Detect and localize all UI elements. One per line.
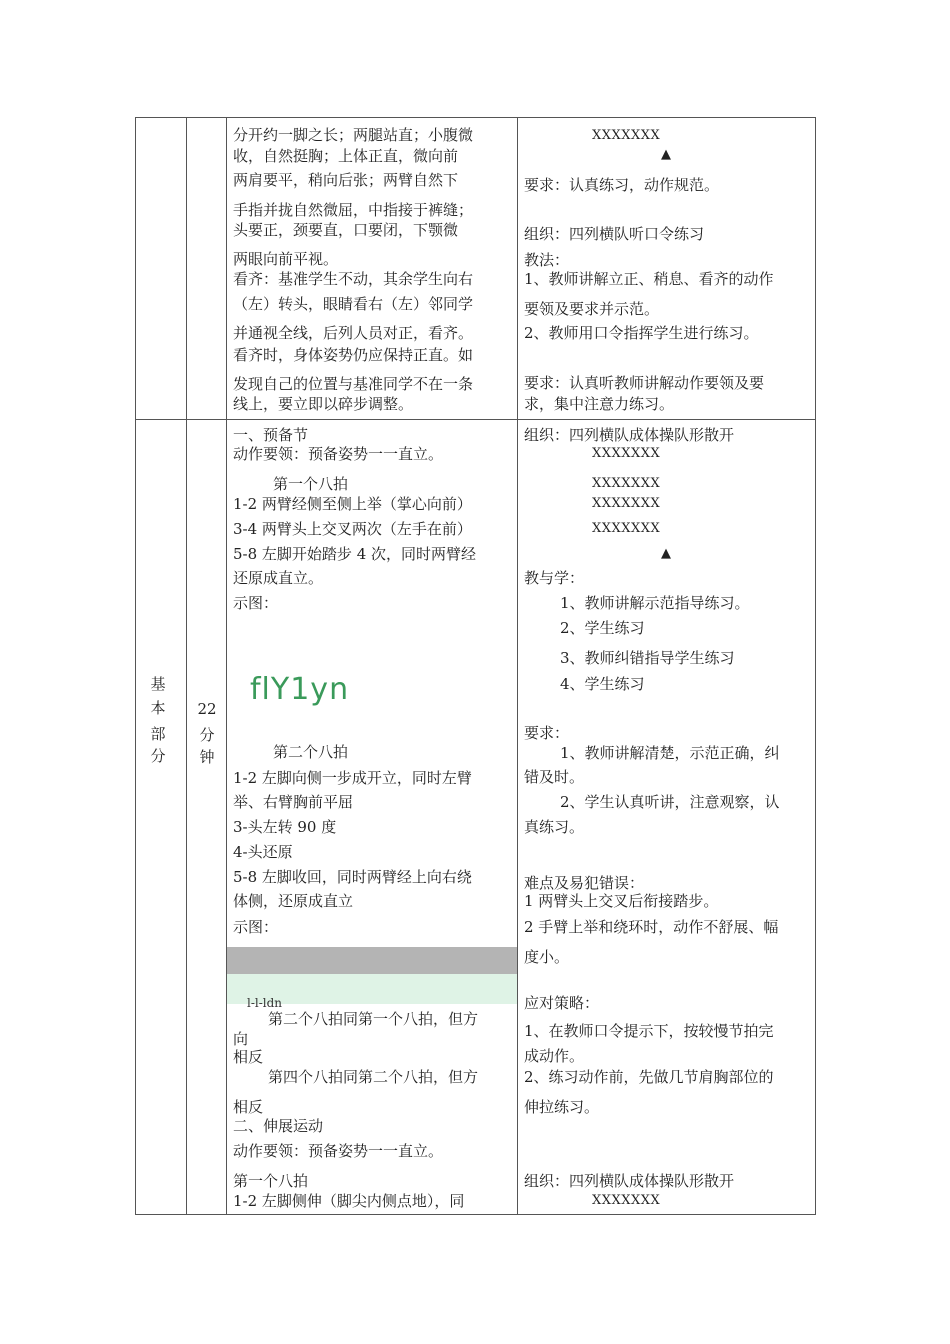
section-char: 分	[150, 747, 166, 765]
formation-row: XXXXXXX	[592, 128, 661, 143]
method-step: 1、教师讲解立正、稍息、看齐的动作	[524, 270, 774, 288]
table-border-bottom	[135, 1214, 816, 1215]
text-line: 还原成直立。	[233, 569, 324, 587]
time-char: 钟	[199, 748, 215, 766]
difficulty-item: 度小。	[524, 948, 570, 966]
figure-gray-band	[227, 947, 517, 974]
figure-caption: l-l-ldn	[247, 996, 283, 1010]
teach-step: 3、教师纠错指导学生练习	[560, 649, 735, 667]
text-line: 1-2 左脚向侧一步成开立，同时左臂	[233, 769, 472, 787]
text-line: 第二个八拍同第一个八拍，但方	[268, 1010, 479, 1028]
text-line: 第二个八拍	[273, 743, 349, 761]
teach-step: 1、教师讲解示范指导练习。	[560, 594, 750, 612]
text-line: 两肩要平，稍向后张；两臂自然下	[233, 171, 459, 189]
column-divider-3	[517, 117, 518, 1215]
organization-text: 组织：四列横队成体操队形散开	[524, 1172, 735, 1190]
time-char: 分	[199, 726, 215, 744]
teacher-marker-icon: ▲	[661, 546, 671, 561]
table-border-right	[815, 117, 816, 1215]
strategy-item: 2、练习动作前，先做几节肩胸部位的	[524, 1068, 774, 1086]
text-line: 两眼向前平视。	[233, 250, 339, 268]
text-line: 举、右臂胸前平屈	[233, 793, 354, 811]
method-title: 教法：	[524, 251, 570, 269]
text-line: 第一个八拍	[233, 1172, 309, 1190]
requirement-text: 要求：认真练习，动作规范。	[524, 176, 720, 194]
text-line: 并通视全线，后列人员对正，看齐。	[233, 324, 474, 342]
section-char: 基	[150, 675, 166, 693]
strategy-item: 伸拉练习。	[524, 1098, 600, 1116]
figure-image: flY1yn	[250, 672, 350, 707]
column-divider-2	[226, 117, 227, 1215]
formation-row: XXXXXXX	[592, 521, 661, 536]
text-line: 体侧，还原成直立	[233, 892, 354, 910]
section-char: 部	[150, 725, 166, 743]
formation-row: XXXXXXX	[592, 1193, 661, 1208]
text-line: 发现自己的位置与基准同学不在一条	[233, 375, 474, 393]
text-line: 第一个八拍	[273, 475, 349, 493]
time-char: 22	[197, 700, 217, 718]
text-line: 相反	[233, 1098, 264, 1116]
column-divider-1	[186, 117, 187, 1215]
difficulty-item: 1 两臂头上交叉后衔接踏步。	[524, 892, 719, 910]
organization-text: 组织：四列横队成体操队形散开	[524, 426, 735, 444]
text-line: 5-8 左脚开始踏步 4 次，同时两臂经	[233, 545, 477, 563]
row-divider	[135, 419, 816, 420]
text-line: 3-头左转 90 度	[233, 818, 337, 836]
table-border-left	[135, 117, 136, 1215]
teacher-marker-icon: ▲	[661, 147, 671, 162]
text-line: 线上，要立即以碎步调整。	[233, 395, 414, 413]
difficulty-title: 难点及易犯错误：	[524, 874, 645, 892]
text-line: 相反	[233, 1048, 264, 1066]
text-line: 头要正，颈要直，口要闭，下颚微	[233, 221, 459, 239]
requirement-text: 要求：认真听教师讲解动作要领及要	[524, 374, 765, 392]
section-char: 本	[150, 699, 166, 717]
text-line: 示图：	[233, 594, 279, 612]
requirement-text: 求，集中注意力练习。	[524, 395, 675, 413]
text-line: 示图：	[233, 918, 279, 936]
lesson-plan-table	[135, 117, 816, 1215]
strategy-title: 应对策略：	[524, 994, 600, 1012]
formation-row: XXXXXXX	[592, 446, 661, 461]
formation-row: XXXXXXX	[592, 496, 661, 511]
text-line: 分开约一脚之长；两腿站直；小腹微	[233, 126, 474, 144]
organization-text: 组织：四列横队听口令练习	[524, 225, 705, 243]
text-line: 动作要领：预备姿势一一直立。	[233, 1142, 444, 1160]
requirement-text: 真练习。	[524, 818, 585, 836]
text-line: 3-4 两臂头上交叉两次（左手在前）	[233, 520, 472, 538]
requirement-title: 要求：	[524, 724, 570, 742]
teach-step: 4、学生练习	[560, 675, 645, 693]
text-line: 5-8 左脚收回，同时两臂经上向右绕	[233, 868, 472, 886]
requirement-text: 错及时。	[524, 768, 585, 786]
difficulty-item: 2 手臂上举和绕环时，动作不舒展、幅	[524, 918, 779, 936]
text-line: （左）转头，眼睛看右（左）邻同学	[233, 295, 474, 313]
text-line: 看齐：基准学生不动，其余学生向右	[233, 270, 474, 288]
teach-title: 教与学：	[524, 569, 585, 587]
strategy-item: 1、在教师口令提示下，按较慢节拍完	[524, 1022, 774, 1040]
text-line: 第四个八拍同第二个八拍，但方	[268, 1068, 479, 1086]
teach-step: 2、学生练习	[560, 619, 645, 637]
text-line: 1-2 左脚侧伸（脚尖内侧点地），同	[233, 1192, 465, 1210]
formation-row: XXXXXXX	[592, 476, 661, 491]
method-step: 要领及要求并示范。	[524, 300, 660, 318]
table-border-top	[135, 117, 816, 118]
text-line: 看齐时，身体姿势仍应保持正直。如	[233, 346, 474, 364]
requirement-text: 2、学生认真听讲，注意观察，认	[560, 793, 780, 811]
method-step: 2、教师用口令指挥学生进行练习。	[524, 324, 759, 342]
text-line: 收，自然挺胸；上体正直，微向前	[233, 147, 459, 165]
strategy-item: 成动作。	[524, 1047, 585, 1065]
text-line: 动作要领：预备姿势一一直立。	[233, 445, 444, 463]
text-line: 二、伸展运动	[233, 1117, 324, 1135]
text-line: 向	[233, 1030, 249, 1048]
text-line: 手指并拢自然微屈，中指接于裤缝；	[233, 201, 474, 219]
text-line: 1-2 两臂经侧至侧上举（掌心向前）	[233, 495, 472, 513]
text-line: 一、预备节	[233, 426, 309, 444]
text-line: 4-头还原	[233, 843, 293, 861]
requirement-text: 1、教师讲解清楚，示范正确，纠	[560, 744, 780, 762]
